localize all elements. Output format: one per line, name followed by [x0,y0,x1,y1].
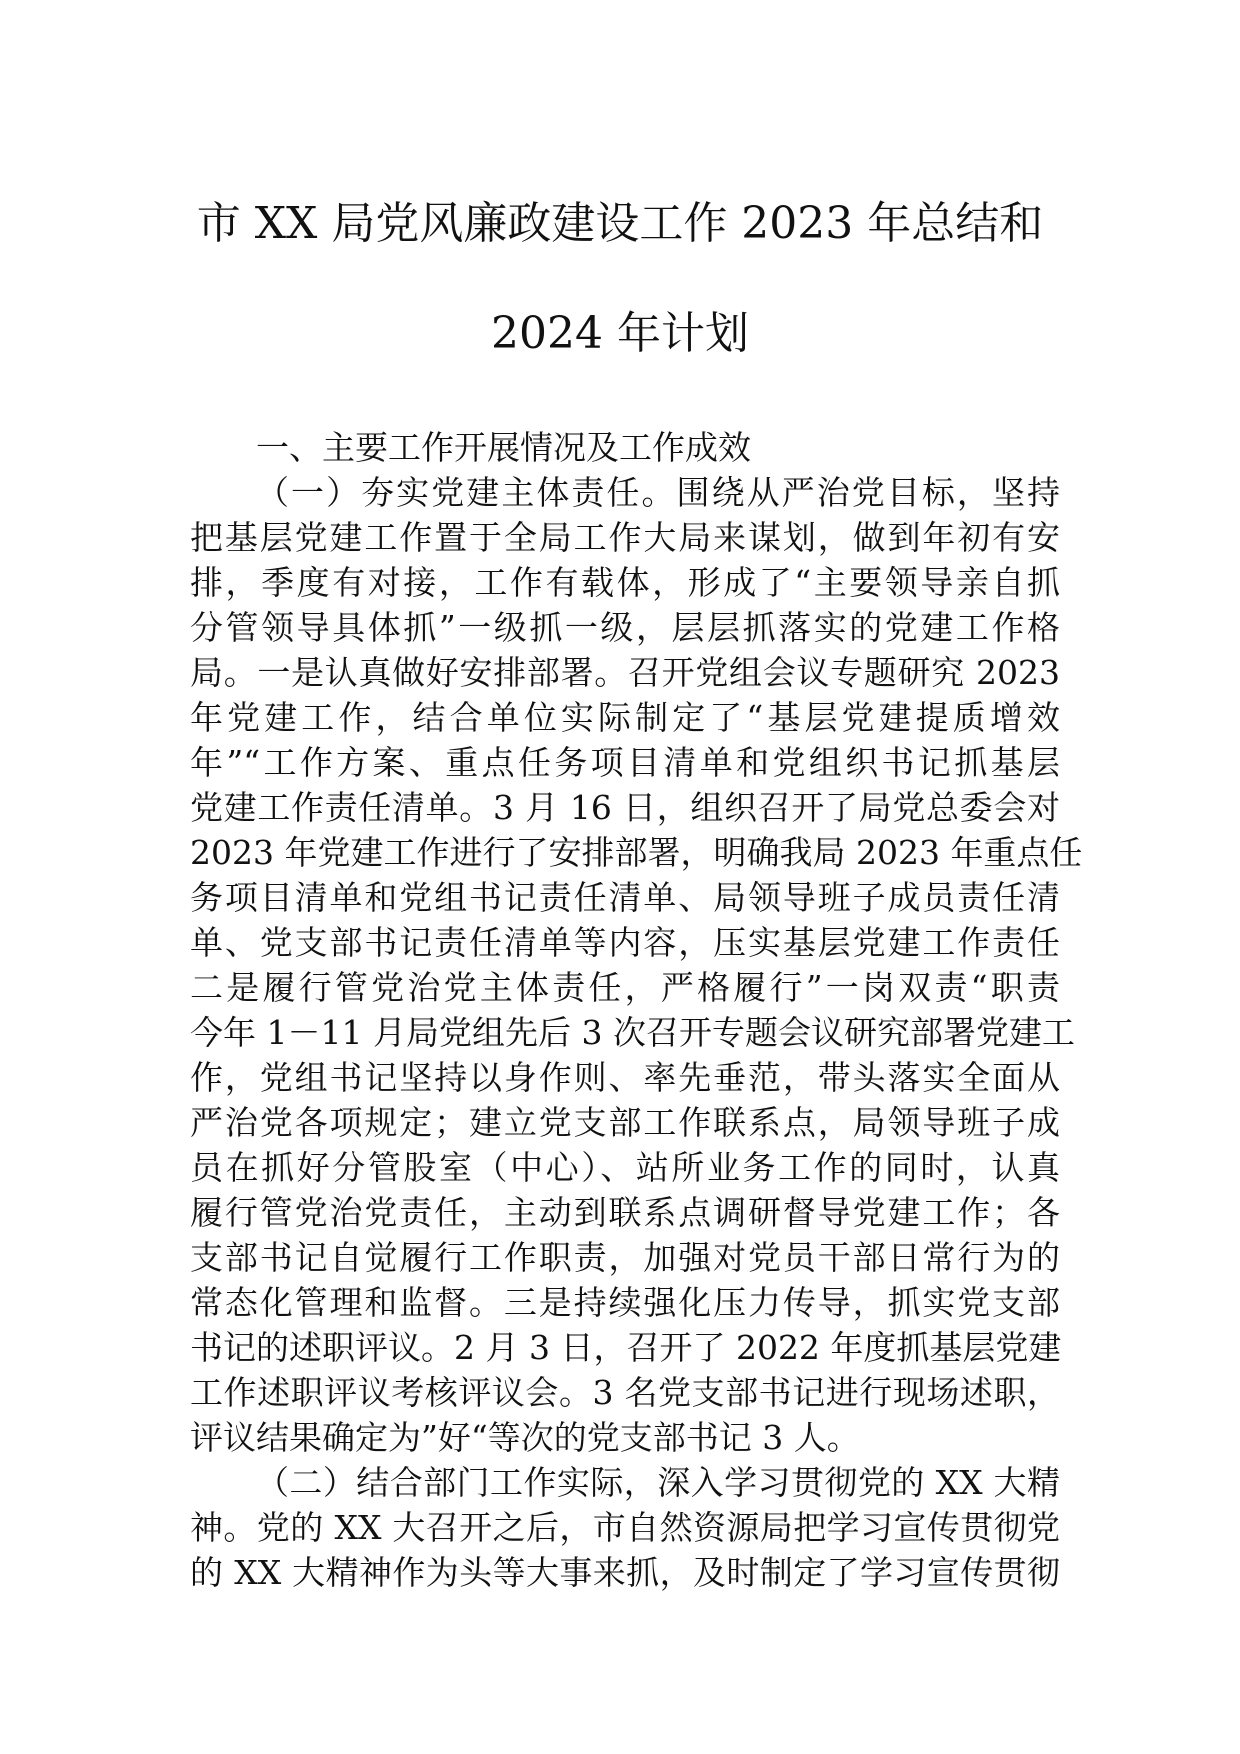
paragraph-2 [190,1460,1060,1595]
paragraph-1 [190,470,1083,1460]
paragraph-line: 排，季度有对接，工作有载体，形成了“主要领导亲自抓 [190,563,1060,602]
document-title-line-2: 2024 年计划 [491,308,749,359]
paragraph-line: 单、党支部书记责任清单等内容，压实基层党建工作责任 [190,923,1060,962]
paragraph-line: 年”“工作方案、重点任务项目清单和党组织书记抓基层 [190,743,1060,782]
paragraph-line: 局。一是认真做好安排部署。召开党组会议专题研究 2023 [190,653,1060,692]
paragraph-line: 严治党各项规定；建立党支部工作联系点，局领导班子成 [190,1103,1060,1142]
paragraph-line: 二是履行管党治党主体责任，严格履行”一岗双责“职责 [190,968,1060,1007]
document-title-line-1: 市 XX 局党风廉政建设工作 2023 年总结和 [196,198,1044,249]
paragraph-line: （一）夯实党建主体责任。围绕从严治党目标，坚持 [256,473,1060,512]
paragraph-line: 党建工作责任清单。3 月 16 日，组织召开了局党总委会对 [190,788,1060,827]
paragraph-line: 的 XX 大精神作为头等大事来抓，及时制定了学习宣传贯彻 [190,1553,1060,1592]
paragraph-line: 分管领导具体抓”一级抓一级，层层抓落实的党建工作格 [190,608,1060,647]
paragraph-line: 作，党组书记坚持以身作则、率先垂范，带头落实全面从 [190,1058,1060,1097]
document-body [190,425,1083,1595]
paragraph-line: 履行管党治党责任，主动到联系点调研督导党建工作；各 [190,1193,1060,1232]
paragraph-line: 今年 1－11 月局党组先后 3 次召开专题会议研究部署党建工 [190,1013,1075,1052]
paragraph-line: 评议结果确定为”好“等次的党支部书记 3 人。 [190,1418,860,1457]
paragraph-line: 常态化管理和监督。三是持续强化压力传导，抓实党支部 [190,1283,1060,1322]
section-heading: 一、主要工作开展情况及工作成效 [256,428,751,467]
paragraph-line: （二）结合部门工作实际，深入学习贯彻党的 XX 大精 [256,1463,1060,1502]
paragraph-line: 神。党的 XX 大召开之后，市自然资源局把学习宣传贯彻党 [190,1508,1060,1547]
paragraph-line: 把基层党建工作置于全局工作大局来谋划，做到年初有安 [190,518,1060,557]
paragraph-line: 年党建工作，结合单位实际制定了“基层党建提质增效 [190,698,1060,737]
paragraph-line: 员在抓好分管股室（中心）、站所业务工作的同时，认真 [190,1148,1060,1187]
paragraph-line: 工作述职评议考核评议会。3 名党支部书记进行现场述职， [190,1373,1060,1412]
paragraph-line: 书记的述职评议。2 月 3 日，召开了 2022 年度抓基层党建 [190,1328,1062,1367]
paragraph-line: 务项目清单和党组书记责任清单、局领导班子成员责任清 [190,878,1060,917]
paragraph-line: 支部书记自觉履行工作职责，加强对党员干部日常行为的 [190,1238,1060,1277]
paragraph-line: 2023 年党建工作进行了安排部署，明确我局 2023 年重点任 [190,833,1083,872]
